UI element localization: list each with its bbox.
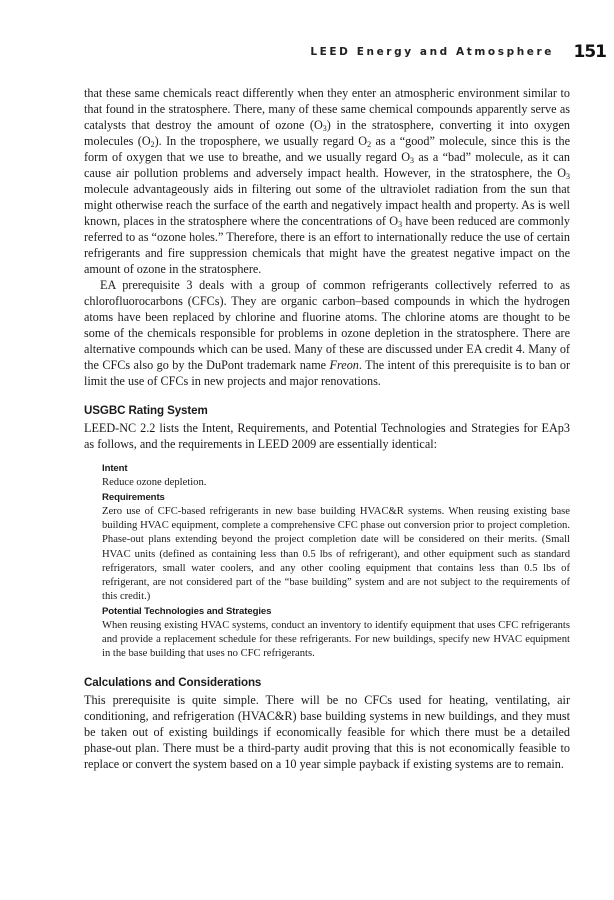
page-header <box>84 44 606 64</box>
text-run: EA prerequisite 3 deals with a group of common refrigerants collectively referred to as chlorofluorocarbons (CFCs). They are organic carbon–based compounds in which the hydrogen atoms have been replaced by chlorine and fluorine atoms. The chlorine atoms are thought to be some of the chemicals responsible for problems in ozone depletion in the stratosphere. There are alternative compounds which can be used. Many of these are discussed under EA credit 4. Many of the CFCs also go by the DuPont trademark name <box>84 278 570 372</box>
subscript: 2 <box>150 140 155 149</box>
strategies-text: When reusing existing HVAC systems, conduct an inventory to identify equipment that uses CFC refrigerants and provide a replacement schedule for these refrigerants. For new buildings, specify new HVAC equipment in the base building that uses no CFC refrigerants. <box>102 620 570 660</box>
text-run: ). In the troposphere, we usually regard O <box>154 134 368 148</box>
paragraph-cfc <box>84 277 570 389</box>
paragraph-usgbc: LEED-NC 2.2 lists the Intent, Requirements, and Potential Technologies and Strategies for EAp3 as follows, and the requirements in LEED 2009 are essentially identical: <box>84 421 570 451</box>
page-number: 151 <box>573 42 606 62</box>
credit-requirements-block <box>102 462 570 661</box>
text-run: as a “good” molecule, since this is the form of oxygen that we use to breathe, and we usually regard O <box>84 134 570 164</box>
heading-requirements: Requirements <box>102 492 165 504</box>
heading-potential-technologies: Potential Technologies and Strategies <box>102 605 272 617</box>
requirements-text: Zero use of CFC-based refrigerants in new base building HVAC&R systems. When reusing existing base building HVAC equipment, complete a comprehensive CFC phase out conversion prior to project completion. Phase-out plans extending beyond the project completion date will be considered on their merits. (Small HVAC units (defined as containing less than 0.5 lbs of refrigerant), and other equipment such as standard refrigerators, small water coolers, and any other cooling equipment that contains less than 0.5 lbs of refrigerant, are not considered part of the “base building” system and are not subject to the requirements of this credit.) <box>102 506 570 602</box>
trademark-freon: Freon <box>329 358 359 372</box>
paragraph-ozone <box>84 85 570 277</box>
subscript: 3 <box>322 124 327 133</box>
heading-intent: Intent <box>102 463 128 474</box>
subscript: 3 <box>566 172 570 181</box>
text-run: molecule advantageously aids in filtering out some of the ultraviolet radiation from the sun that might otherwise reach the surface of the earth and negatively impact health and property. As is well known, places in the stratosphere where the concentrations of O <box>84 182 570 228</box>
page-body <box>84 85 570 772</box>
subscript: 2 <box>367 140 372 149</box>
text-run: have been reduced are commonly referred to as “ozone holes.” Therefore, there is an effort to internationally reduce the use of certain refrigerants and fire suppression chemicals that might have the greatest negative impact on the amount of ozone in the stratosphere. <box>84 214 571 276</box>
subscript: 3 <box>398 220 403 229</box>
intent-text: Reduce ozone depletion. <box>102 477 207 489</box>
text-run: that these same chemicals react differently when they enter an atmospheric environment similar to that found in the stratosphere. There, many of these same chemical compounds apparently serve as catalysts that destroy the amount of ozone (O <box>84 86 570 132</box>
text-run: as a “bad” molecule, as it can cause air pollution problems and adversely impact health. However, in the stratosphere, the O <box>84 150 571 180</box>
heading-usgbc-rating-system: USGBC Rating System <box>84 404 208 417</box>
text-run: ) in the stratosphere, converting it into oxygen molecules (O <box>84 118 570 148</box>
paragraph-calculations: This prerequisite is quite simple. There will be no CFCs used for heating, ventilating, air conditioning, and refrigeration (HVAC&R) base building systems in new buildings, and they must be taken out of existing buildings if economically feasible for which there must be a detailed phase-out plan. There must be a third-party audit proving that this is not economically feasible to replace or convert the system based on a 10 year simple payback if existing systems are to remain. <box>84 693 570 772</box>
running-head: LEED Energy and Atmosphere <box>310 46 554 58</box>
heading-calculations: Calculations and Considerations <box>84 676 262 690</box>
subscript: 3 <box>410 156 415 165</box>
text-run: . The intent of this prerequisite is to ban or limit the use of CFCs in new projects and major renovations. <box>84 358 570 388</box>
